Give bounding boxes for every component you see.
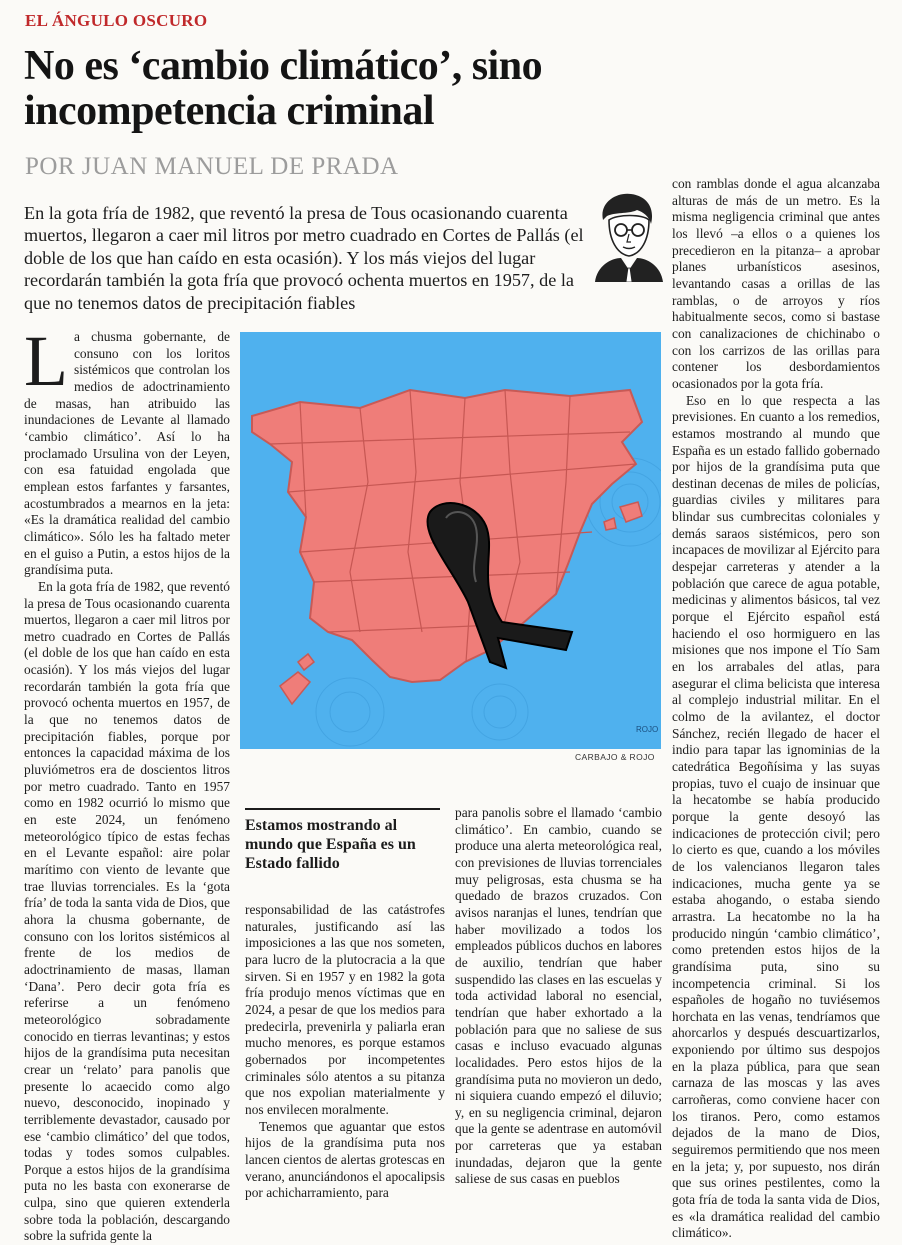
- column-2: [245, 902, 445, 1202]
- balearic-islands: [604, 502, 642, 530]
- paragraph: con ramblas donde el agua alcanzaba alturas de más de un metro. Es la misma negligencia criminal que antes los llevó –a ellos o a quienes los precedieron en la pitanza– a aprobar planes urbanísticos asesinos, levantando casas a orillas de las ramblas, o de arroyos y ríos habitualmente secos, como si bastase con canalizaciones de chichinabo o con los carrizos de las orillas para contener los desbordamientos ocasionados por la gota fría.: [672, 176, 880, 391]
- paragraph-text: a chusma gobernante, de consuno con los loritos sistémicos que controlan los medios de adoctrinamiento de masas, han atribuido las inundaciones de Levante al llamado ‘cambio climático’. Así lo ha proclamado Ursulina von der Leyen, con esa fatuidad engolada que emplean estos farfantes y farsantes, acostumbrados a mearnos en la jeta: «Es la dramática realidad del cambio climático». Sólo les ha faltado meter en el guiso a Putin, a estos hijos de la grandísima puta.: [24, 329, 230, 578]
- paragraph: Tenemos que aguantar que estos hijos de la grandísima puta nos lancen cientos de alertas grotescas en verano, anunciándonos el apocalipsis por achicharramiento, para: [245, 1118, 445, 1201]
- ceuta-melilla: [280, 654, 314, 704]
- illustration-spain-map: [240, 332, 661, 749]
- author-portrait: [589, 190, 667, 282]
- dropcap: L: [24, 321, 68, 401]
- column-3: [455, 805, 662, 1188]
- paragraph: Eso en lo que respecta a las previsiones. En cuanto a los remedios, estamos mostrando al mundo que España es un estado fallido gobernado por hijos de la grandísima puta que destinan decenas de miles de policías, guardias civiles y militares para blindar sus cumbrecitas coloniales y demás saraos sistémicos, pero son incapaces de movilizar al Ejército para despejar carreteras y atender a la población que carece de agua potable, medicinas y alimentos básicos, tal vez porque el Ejército español está haciendo el oso hormiguero en las misiones que nos impone el Tío Sam en los arrabales del atlas, para asegurar el clima belicista que interesa al complejo industrial militar. En el colmo de la avilantez, el doctor Sánchez, recién llegado de hacer el indio para tapar las ignominias de la catedrática Begoñísima y las suyas propias, tuvo el cuajo de insinuar que la hecatombe se había producido porque la gente desoyó las indicaciones de protección civil; pero lo cierto es que, cuando a los móviles de los valencianos llegaron tales indicaciones, mucha gente ya se estaba ahogando, o estaba siendo arrastra. La hecatombe no la ha producido ningún ‘cambio climático’, como pretenden estos hijos de la grandísima puta, sino su incompetencia criminal. Si los españoles de hogaño no tuviésemos horchata en las venas, tendríamos que ahorcarlos y después descuartizarlos, exponiendo por último sus despojos en la plaza pública, para que sean carnaza de las moscas y las aves carroñeras, como conviene hacer con los tiranos. Pero, como estamos dejados de la mano de Dios, seguiremos permitiendo que nos meen en la jeta; y, por supuesto, nos dirán que sus orines pestilentes, como la gota fría de toda la santa vida de Dios, es «la dramática realidad del cambio climático».: [672, 392, 880, 1241]
- image-credit: CARBAJO & ROJO: [575, 752, 655, 762]
- section-label: EL ÁNGULO OSCURO: [25, 11, 208, 30]
- paragraph: En la gota fría de 1982, que reventó la presa de Tous ocasionando cuarenta muertos, llegaron a caer mil litros por metro cuadrado en Cortes de Pallás (el doble de los que han caído en esta ocasión). Y los más viejos del lugar recordarán también la gota fría que provocó ochenta muertos en 1957, de la que no tenemos datos de precipitación fiables, porque por entonces la capacidad máxima de los pluviómetros era de doscientos litros por metro cuadrado. Tanto en 1957 como en 1982 ocurrió lo mismo que en este 2024, un fenómeno meteorológico típico de estas fechas en el Levante español: aire polar marítimo con viento de levante que trae lluvias torrenciales. Es la ‘gota fría’ de toda la santa vida de Dios, que ahora la chusma gobernante, de consuno con los loritos sistémicos al frente de los medios de adoctrinamiento de masas, llaman ‘Dana’. Pero decir gota fría es referirse a un fenómeno meteorológico sobradamente conocido en tierras levantinas; y estos hijos de la grandísima puta necesitan crear un ‘relato’ para panolis que presente lo acaecido como algo nuevo, desconocido, inopinado y terriblemente devastador, causado por ese ‘cambio climático’ del que todos, todas y todes somos culpables. Porque a estos hijos de la grandísima puta no les basta con exonerarse de culpa, sino que quieren extenderla sobre toda la población, descargando sobre la sufrida gente la: [24, 578, 230, 1244]
- standfirst: En la gota fría de 1982, que reventó la presa de Tous ocasionando cuarenta muertos, llegaron a caer mil litros por metro cuadrado en Cortes de Pallás (el doble de los que han caído en esta ocasión). Y los más viejos del lugar recordarán también la gota fría que provocó ochenta muertos en 1957, de la que no tenemos datos de precipitación fiables: [24, 203, 584, 313]
- artist-signature: ROJO: [636, 725, 659, 734]
- paragraph: para panolis sobre el llamado ‘cambio climático’. En cambio, cuando se produce una alerta meteorológica real, con previsiones de lluvias torrenciales muy peligrosas, esta chusma se ha quedado de brazos cruzados. Con avisos naranjas el lunes, tendrían que haber movilizado a todos los empleados públicos duchos en labores de auxilio, tendrían que haber suspendido las clases en las escuelas y toda actividad laboral no esencial, tendrían que haber exhortado a la población para que no saliese de sus casas e incluso evacuado algunas localidades. Pero estos hijos de la grandísima puta no movieron un dedo, ni siquiera cuando empezó el diluvio; y, en su negligencia criminal, dejaron que la gente se adentrase en automóvil por carreteras que ya estaban inundadas, dejaron que la gente saliese de sus casas en pueblos: [455, 805, 662, 1187]
- column-4: [672, 176, 880, 1242]
- column-1: [24, 321, 230, 1245]
- byline: POR JUAN MANUEL DE PRADA: [25, 153, 399, 180]
- paragraph: [24, 321, 230, 579]
- paragraph: responsabilidad de las catástrofes naturales, justificando así las imposiciones a las que nos someten, para lucro de la plutocracia a la que sirven. Si en 1957 y en 1982 la gota fría produjo menos víctimas que en 2024, a pesar de que los medios para predecirla, prevenirla y paliarla eran mucho menores, es porque estamos gobernados por incompetentes criminales sólo atentos a su pitanza que nos expolian materialmente y nos envilecen moralmente.: [245, 902, 445, 1117]
- pull-quote: Estamos mostrando al mundo que España es un Estado fallido: [245, 808, 440, 873]
- headline: No es ‘cambio climático’, sino incompetencia criminal: [24, 43, 543, 134]
